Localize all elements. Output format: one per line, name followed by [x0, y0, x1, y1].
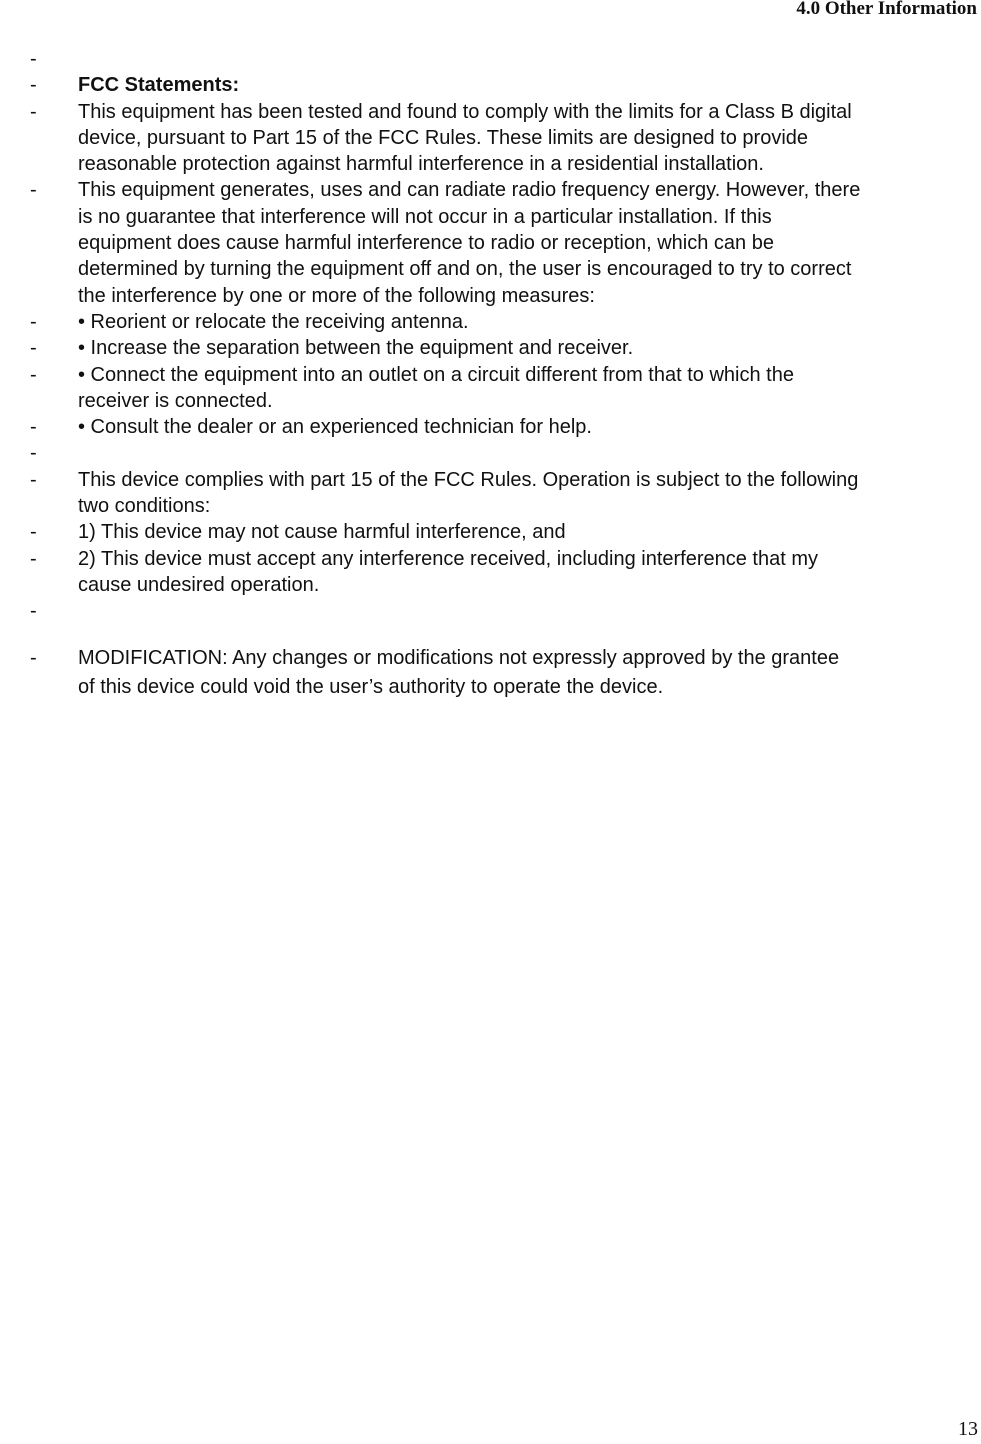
text-line: • Reorient or relocate the receiving antenna.	[78, 310, 469, 333]
list-item-measure-consult	[30, 414, 981, 440]
text-line: This device complies with part 15 of the FCC Rules. Operation is subject to the following	[78, 468, 859, 491]
text-line: receiver is connected.	[78, 389, 273, 412]
text-line: determined by turning the equipment off and on, the user is encouraged to try to correct	[78, 258, 852, 281]
text-line: is no guarantee that interference will not occur in a particular installation. If this	[78, 205, 772, 228]
list-item-part-15-compliance	[30, 467, 981, 520]
list-dash: -	[30, 179, 37, 202]
list-dash: -	[30, 416, 37, 439]
text-line: This equipment generates, uses and can radiate radio frequency energy. However, there	[78, 179, 861, 202]
list-dash: -	[30, 310, 37, 333]
text-line: device, pursuant to Part 15 of the FCC Rules. These limits are designed to provide	[78, 126, 809, 149]
page-number: 13	[958, 1418, 978, 1440]
list-item-condition-1	[30, 519, 981, 545]
list-item-interference-notice	[30, 177, 981, 308]
section-heading: FCC Statements:	[78, 74, 240, 97]
list-dash: -	[30, 337, 37, 360]
empty-list-item	[30, 46, 981, 72]
text-line: two conditions:	[78, 495, 211, 518]
text-line: the interference by one or more of the following measures:	[78, 284, 595, 307]
list-dash: -	[30, 521, 37, 544]
paragraph-gap	[30, 625, 981, 644]
list-dash: -	[30, 48, 37, 70]
list-item-modification-warning	[30, 644, 981, 702]
text-line: 1) This device may not cause harmful interference, and	[78, 521, 566, 544]
fcc-statement-body	[30, 46, 981, 702]
list-dash: -	[30, 547, 37, 570]
text-line: reasonable protection against harmful interference in a residential installation.	[78, 153, 764, 176]
text-line: • Increase the separation between the equipment and receiver.	[78, 337, 634, 360]
text-line: cause undesired operation.	[78, 573, 320, 596]
list-dash: -	[30, 468, 37, 491]
list-item-measure-separation	[30, 335, 981, 361]
list-item-measure-reorient	[30, 309, 981, 335]
list-dash: -	[30, 600, 37, 623]
list-dash: -	[30, 74, 37, 97]
list-item-condition-2	[30, 546, 981, 599]
empty-list-item	[30, 598, 981, 624]
text-line: This equipment has been tested and found to comply with the limits for a Class B digital	[78, 100, 852, 123]
list-item-measure-outlet	[30, 362, 981, 415]
text-line: • Consult the dealer or an experienced technician for help.	[78, 416, 592, 439]
list-item-class-b-compliance	[30, 99, 981, 178]
text-line: • Connect the equipment into an outlet on a circuit different from that to which the	[78, 363, 794, 386]
text-line: 2) This device must accept any interference received, including interference that my	[78, 547, 818, 570]
list-dash: -	[30, 646, 37, 669]
list-dash: -	[30, 100, 37, 123]
empty-list-item	[30, 440, 981, 466]
list-dash: -	[30, 442, 37, 465]
text-line: MODIFICATION: Any changes or modifications not expressly approved by the grantee	[78, 646, 840, 669]
text-line: of this device could void the user’s authority to operate the device.	[78, 675, 664, 698]
text-line: equipment does cause harmful interference to radio or reception, which can be	[78, 232, 774, 255]
list-item-heading	[30, 72, 981, 98]
running-header: 4.0 Other Information	[796, 0, 977, 19]
list-dash: -	[30, 363, 37, 386]
